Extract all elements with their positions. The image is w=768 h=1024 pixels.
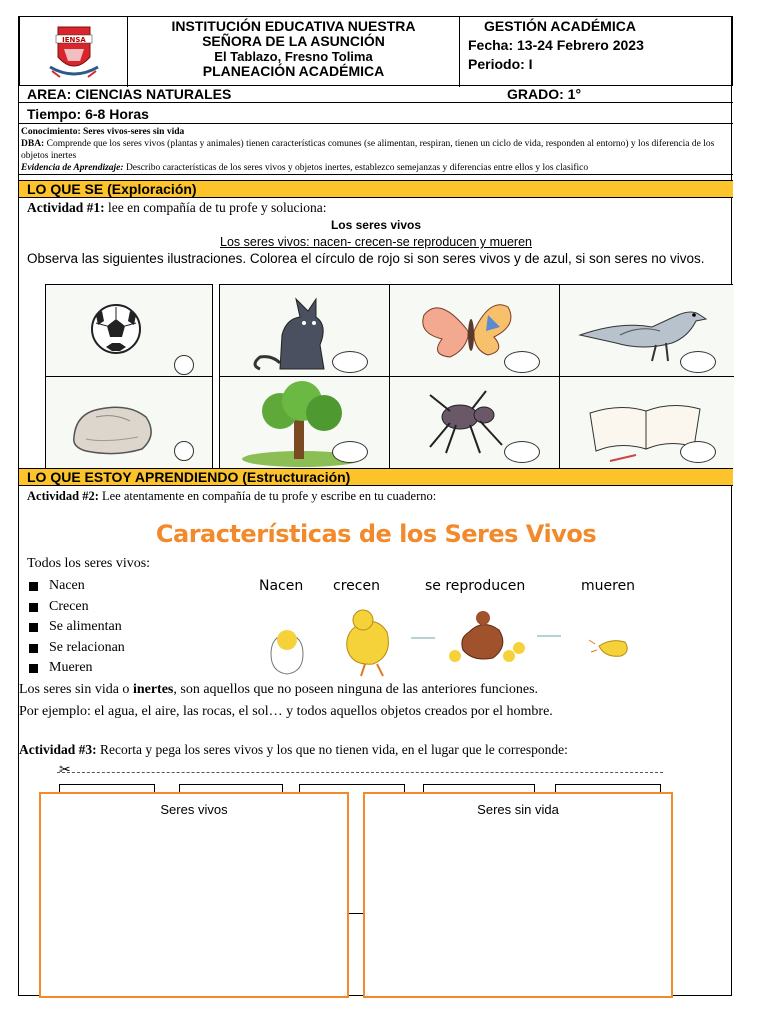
inertes-text-a: Los seres sin vida o: [19, 682, 133, 697]
institution-name-2: SEÑORA DE LA ASUNCIÓN: [202, 33, 385, 49]
section-band-estructuracion: LO QUE ESTOY APRENDIENDO (Estructuración): [19, 468, 733, 486]
picture-grid-left: [45, 284, 213, 468]
butterfly-cell: [390, 285, 560, 377]
soccer-ball-cell: [46, 285, 213, 377]
book-cell: [560, 377, 734, 469]
seres-vivos-subtitle: Los seres vivos: nacen- crecen-se reproducen y mueren: [220, 235, 532, 249]
list-item: Mueren: [27, 658, 125, 679]
institution-location: El Tablazo, Fresno Tolima: [214, 49, 373, 64]
stage-label-mueren: mueren: [581, 578, 636, 594]
seres-sin-vida-label: Seres sin vida: [477, 802, 559, 817]
activity-2-text: Lee atentamente en compañía de tu profe y escribe en tu cuaderno:: [98, 489, 437, 503]
ejemplo-paragraph: Por ejemplo: el agua, el aire, las rocas, el sol… y todos aquellos objetos creados por el hombre.: [19, 704, 553, 719]
meta-block: [19, 125, 733, 175]
stage-label-reproducen: se reproducen: [425, 578, 526, 594]
cat-cell: [220, 285, 390, 377]
answer-circle-book[interactable]: [680, 441, 716, 463]
answer-circle-ball[interactable]: [174, 355, 194, 375]
list-item: Nacen: [27, 576, 125, 597]
area-row: [19, 86, 733, 103]
dba-label: DBA:: [21, 139, 45, 149]
answer-circle-rock[interactable]: [174, 441, 194, 461]
activity-2: [27, 489, 436, 504]
seres-vivos-label: Seres vivos: [160, 802, 228, 817]
todos-seres-vivos: Todos los seres vivos:: [27, 556, 151, 571]
institution-name-1: INSTITUCIÓN EDUCATIVA NUESTRA: [171, 18, 416, 34]
area-label: AREA: CIENCIAS NATURALES: [27, 86, 232, 102]
stage-label-nacen: Nacen: [259, 578, 304, 594]
evidencia-label: Evidencia de Aprendizaje:: [21, 163, 124, 173]
answer-circle-spider[interactable]: [504, 441, 540, 463]
seres-vivos-box[interactable]: [39, 792, 349, 998]
list-item: Crecen: [27, 597, 125, 618]
scissors-icon: ✂: [59, 763, 71, 778]
header-table: [19, 16, 733, 86]
life-cycle-illustration: [247, 576, 647, 686]
inertes-bold: inertes: [132, 682, 174, 697]
spider-cell: [390, 377, 560, 469]
observa-instruction: Observa las siguientes ilustraciones. Colorea el círculo de rojo si son seres vivos y de azul, si son seres no vivos.: [27, 251, 705, 266]
tree-cell: [220, 377, 390, 469]
seres-sin-vida-box[interactable]: [363, 792, 673, 998]
stage-label-crecen: crecen: [333, 578, 380, 594]
inertes-text-c: , son aquellos que no poseen ninguna de las anteriores funciones.: [173, 682, 539, 697]
section-band-exploracion: LO QUE SE (Exploración): [19, 180, 733, 198]
activity-3: [19, 742, 568, 758]
list-item: Se relacionan: [27, 638, 125, 659]
evidencia-text: Describo características de los seres vivos y objetos inertes, establezco semejanzas y diferencias entre ellos y los clasifico: [123, 163, 589, 173]
cut-line: [57, 772, 663, 773]
worksheet-page: [18, 16, 732, 996]
pigeon-cell: [560, 285, 734, 377]
life-cycle-chicks-icon: [247, 576, 647, 686]
activity-2-label: Actividad #2:: [27, 489, 99, 503]
answer-circle-cat[interactable]: [332, 351, 368, 373]
school-crest-logo: [20, 17, 128, 87]
activity-1-label: Actividad #1:: [27, 200, 105, 215]
fecha-label: Fecha: 13-24 Febrero 2023: [468, 37, 644, 53]
planeacion-title: PLANEACIÓN ACADÉMICA: [202, 63, 385, 79]
activity-1: [27, 200, 327, 216]
rock-cell: [46, 377, 213, 469]
conocimiento-text: Conocimiento: Seres vivos-seres sin vida: [21, 127, 185, 137]
info-cell: [460, 17, 734, 87]
institution-cell: [128, 17, 460, 87]
characteristics-list: [27, 576, 125, 679]
svg-text:IENSA: IENSA: [62, 36, 86, 44]
answer-circle-pigeon[interactable]: [680, 351, 716, 373]
caracteristicas-title: Características de los Seres Vivos: [155, 520, 597, 548]
dba-text: Comprende que los seres vivos (plantas y animales) tienen características comunes (se alimentan, respiran, tienen un ciclo de vida, responden al entorno) y los diferencia de los objetos inertes: [21, 139, 715, 161]
activity-3-text: Recorta y pega los seres vivos y los que no tienen vida, en el lugar que le corresponde:: [96, 742, 568, 757]
logo-cell: [20, 17, 128, 87]
answer-circle-butterfly[interactable]: [504, 351, 540, 373]
activity-1-text: lee en compañía de tu profe y soluciona:: [104, 200, 327, 215]
periodo-label: Periodo: I: [468, 56, 533, 72]
seres-vivos-title: Los seres vivos: [330, 218, 422, 232]
activity-3-label: Actividad #3:: [19, 742, 97, 757]
inertes-paragraph: [19, 682, 538, 698]
gestion-label: GESTIÓN ACADÉMICA: [484, 18, 636, 34]
grado-label: GRADO: 1°: [507, 86, 582, 102]
tiempo-label: Tiempo: 6-8 Horas: [27, 106, 149, 122]
tiempo-row: [19, 104, 733, 124]
answer-circle-tree[interactable]: [332, 441, 368, 463]
list-item: Se alimentan: [27, 617, 125, 638]
picture-grid-right: [219, 284, 733, 468]
